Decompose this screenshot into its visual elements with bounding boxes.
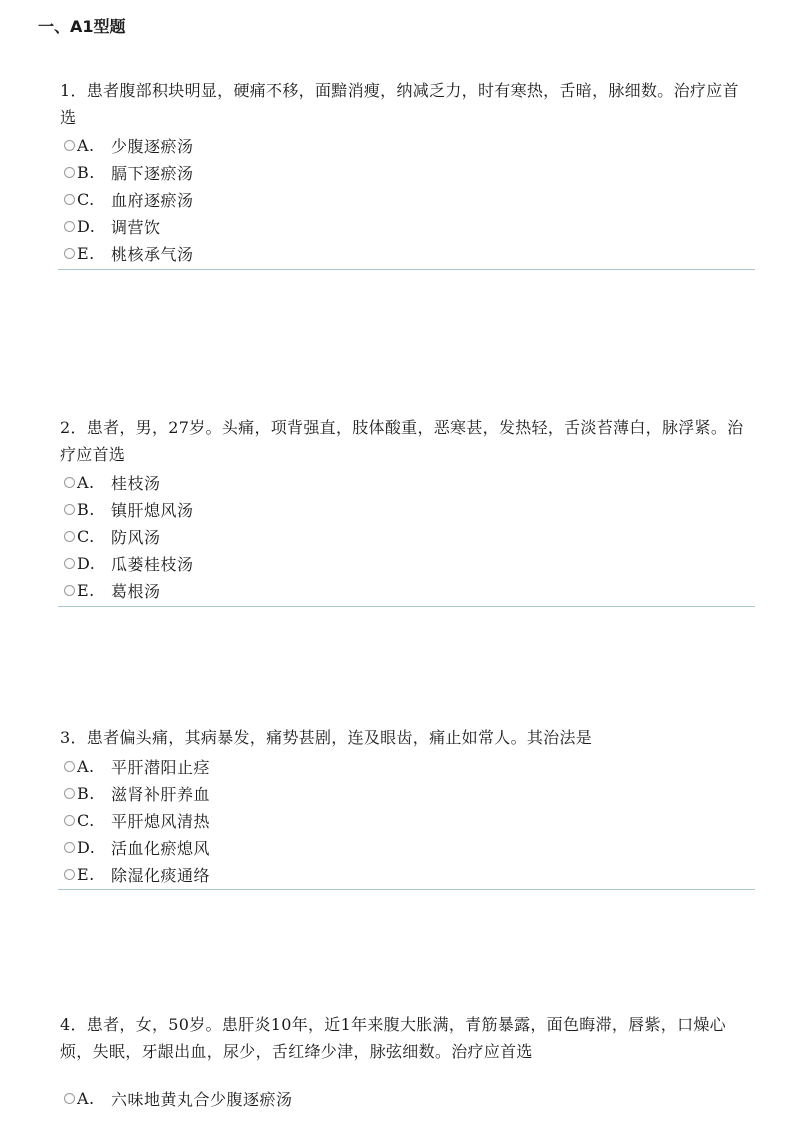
option-list	[60, 1085, 755, 1112]
question-stem: 4．患者，女，50岁。患肝炎10年，近1年来腹大胀满，青筋暴露，面色晦滞，唇紫，口燥心烦，失眠，牙龈出血，尿少，舌红绛少津，脉弦细数。治疗应首选	[60, 1015, 726, 1061]
option-d[interactable]	[60, 213, 755, 240]
option-text: 少腹逐瘀汤	[111, 137, 194, 156]
option-list	[60, 469, 755, 604]
option-c[interactable]	[60, 186, 755, 213]
option-letter: E.	[77, 244, 95, 263]
option-letter: C.	[77, 190, 95, 209]
radio-button-icon[interactable]	[64, 815, 75, 826]
option-text: 除湿化痰通络	[111, 866, 211, 885]
option-letter: C.	[77, 527, 95, 546]
radio-button-icon[interactable]	[64, 558, 75, 569]
option-a[interactable]	[60, 753, 755, 780]
option-text: 防风汤	[111, 528, 161, 547]
option-e[interactable]	[60, 577, 755, 604]
option-text: 桃核承气汤	[111, 245, 194, 264]
section-title: 一、A1型题	[38, 17, 126, 36]
option-b[interactable]	[60, 159, 755, 186]
option-list	[60, 753, 755, 888]
option-a[interactable]	[60, 1085, 755, 1112]
option-text: 调营饮	[111, 218, 161, 237]
option-text: 滋肾补肝养血	[111, 785, 211, 804]
option-a[interactable]	[60, 132, 755, 159]
radio-button-icon[interactable]	[64, 194, 75, 205]
radio-button-icon[interactable]	[64, 167, 75, 178]
question-stem: 3．患者偏头痛，其病暴发，痛势甚剧，连及眼齿，痛止如常人。其治法是	[60, 728, 593, 747]
option-c[interactable]	[60, 807, 755, 834]
option-d[interactable]	[60, 834, 755, 861]
option-letter: B.	[77, 784, 95, 803]
question-3	[60, 724, 755, 888]
option-letter: C.	[77, 811, 95, 830]
radio-button-icon[interactable]	[64, 477, 75, 488]
option-text: 镇肝熄风汤	[111, 501, 194, 520]
radio-button-icon[interactable]	[64, 788, 75, 799]
option-text: 六味地黄丸合少腹逐瘀汤	[111, 1090, 293, 1109]
radio-button-icon[interactable]	[64, 842, 75, 853]
option-list	[60, 132, 755, 267]
option-letter: D.	[77, 217, 96, 236]
question-4	[60, 1011, 755, 1112]
option-e[interactable]	[60, 861, 755, 888]
question-stem: 1．患者腹部积块明显，硬痛不移，面黯消瘦，纳减乏力，时有寒热，舌暗，脉细数。治疗应首选	[60, 81, 739, 127]
question-divider	[58, 606, 755, 607]
option-text: 葛根汤	[111, 582, 161, 601]
question-2	[60, 414, 755, 604]
radio-button-icon[interactable]	[64, 761, 75, 772]
radio-button-icon[interactable]	[64, 869, 75, 880]
option-b[interactable]	[60, 780, 755, 807]
option-letter: E.	[77, 865, 95, 884]
option-text: 膈下逐瘀汤	[111, 164, 194, 183]
option-letter: E.	[77, 581, 95, 600]
option-text: 血府逐瘀汤	[111, 191, 194, 210]
option-letter: D.	[77, 554, 96, 573]
question-divider	[58, 889, 755, 890]
option-text: 瓜蒌桂枝汤	[111, 555, 194, 574]
question-1	[60, 77, 755, 267]
radio-button-icon[interactable]	[64, 531, 75, 542]
radio-button-icon[interactable]	[64, 585, 75, 596]
option-letter: A.	[77, 473, 95, 492]
option-text: 桂枝汤	[111, 474, 161, 493]
option-e[interactable]	[60, 240, 755, 267]
radio-button-icon[interactable]	[64, 1093, 75, 1104]
option-text: 平肝熄风清热	[111, 812, 211, 831]
option-letter: A.	[77, 1089, 95, 1108]
radio-button-icon[interactable]	[64, 504, 75, 515]
option-b[interactable]	[60, 496, 755, 523]
radio-button-icon[interactable]	[64, 248, 75, 259]
radio-button-icon[interactable]	[64, 140, 75, 151]
option-letter: D.	[77, 838, 96, 857]
option-text: 平肝潜阳止痉	[111, 758, 211, 777]
radio-button-icon[interactable]	[64, 221, 75, 232]
option-text: 活血化瘀熄风	[111, 839, 211, 858]
option-letter: B.	[77, 500, 95, 519]
option-letter: A.	[77, 757, 95, 776]
option-d[interactable]	[60, 550, 755, 577]
option-a[interactable]	[60, 469, 755, 496]
option-letter: A.	[77, 136, 95, 155]
question-divider	[58, 269, 755, 270]
option-letter: B.	[77, 163, 95, 182]
option-c[interactable]	[60, 523, 755, 550]
question-stem: 2．患者，男，27岁。头痛，项背强直，肢体酸重，恶寒甚，发热轻，舌淡苔薄白，脉浮紧。治疗应首选	[60, 418, 744, 464]
